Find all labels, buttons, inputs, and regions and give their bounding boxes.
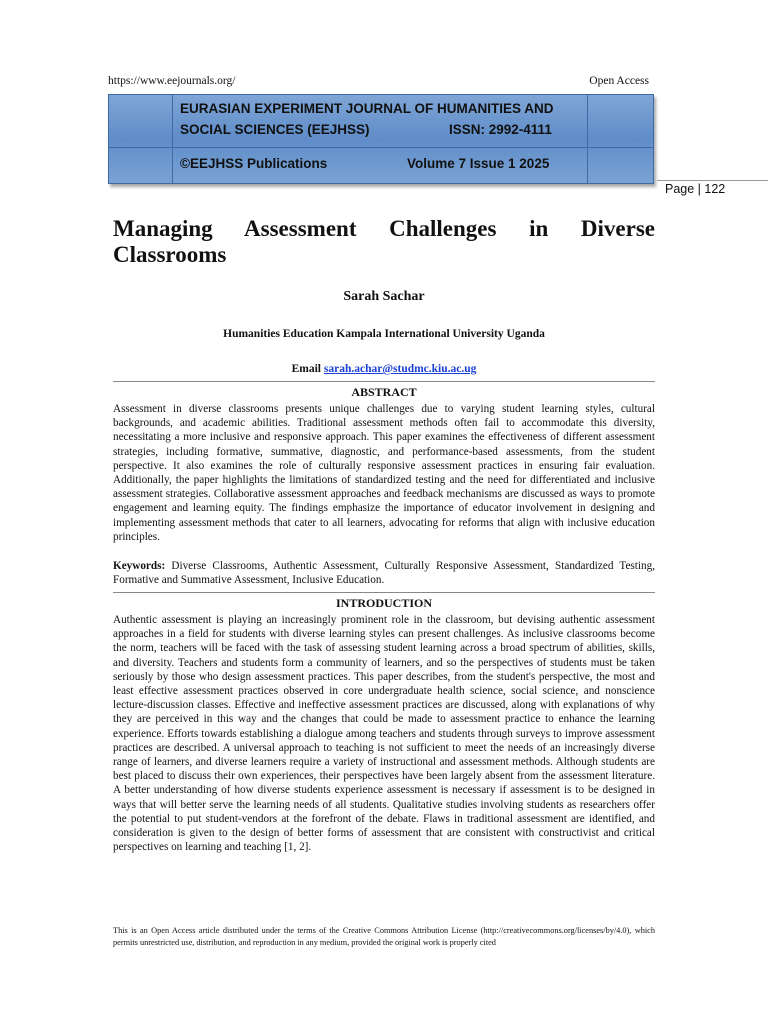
abstract-text: Assessment in diverse classrooms presents unique challenges due to varying student learning styles, cultural backgrounds, and academic abilities. Traditional assessment methods often fail to accommodate this diversity, necessitating a more inclusive and responsive approach. This paper examines the effectiveness of different assessment strategies, including formative, summative, diagnostic, and performance-based assessments, from the student perspective. It also examines the role of culturally responsive assessment practices in ensuring fair evaluation. Additionally, the paper highlights the limitations of standardized testing and the need for differentiated and inclusive assessment strategies. Collaborative assessment approaches and feedback mechanisms are discussed as ways to promote engagement and learning equity. The findings emphasize the importance of educator involvement in designing and implementing assessment methods that cater to all learners, advocating for reforms that align with inclusive education principles. (113, 403, 655, 543)
introduction-heading: INTRODUCTION (335, 596, 432, 610)
intro-top-rule (113, 592, 655, 593)
journal-name-line2: SOCIAL SCIENCES (EEJHSS) (180, 122, 370, 137)
keywords (113, 559, 655, 587)
introduction-text: Authentic assessment is playing an increasingly prominent role in the classroom, but devising authentic assessment approaches in a field for students with diverse learning styles can present challenges. As inclusive classrooms become the norm, teachers will be faced with the task of assessing student learning across a broad spectrum of abilities, skills, and diversity. Teachers and students form a community of learners, and so the perspectives of students must be taken seriously by those who design assessment practices. This paper describes, from the student's perspective, the most and least effective assessment practices observed in core undergraduate health science, social science, and nonscience lecture-discussion classes. Effective and ineffective assessment practices are discussed, along with explanations of why they are perceived in this way and the changes that could be made to assessment practice to enhance the learning experience. Efforts towards establishing a dialogue among teachers and students through surveys to improve assessment practices are described. A universal approach to teaching is not sufficient to meet the needs of an increasingly diverse range of learners, and diverse learners require a variety of instructional and assessment methods. Although students are best placed to discuss their own experiences, their perspectives have been largely absent from the assessment literature. A better understanding of how diverse students experience assessment is necessary if assessment is to be designed in ways that will better serve the learning needs of all students. Qualitative studies involving students as researchers offer the potential to put student-vendors at the forefront of the debate. Flaws in traditional assessment are identified, and consideration is given to the design of better forms of assessment that are consistent with constructivist and critical perspectives on learning and teaching [1, 2]. (113, 614, 655, 854)
license-footer: This is an Open Access article distributed under the terms of the Creative Commons Attribution License (http://creativecommons.org/licenses/by/4.0), which permits unrestricted use, distribution, and reproduction in any medium, provided the original work is properly cited (113, 926, 655, 947)
article-title (113, 216, 655, 268)
keywords-label: Keywords: (113, 560, 166, 572)
volume-issue: Volume 7 Issue 1 2025 (407, 156, 550, 171)
title-line-1: Managing Assessment Challenges in Diverse (113, 216, 655, 241)
author-email (0, 363, 768, 375)
journal-url[interactable]: https://www.eejournals.org/ (108, 75, 236, 87)
issn: ISSN: 2992-4111 (449, 122, 552, 137)
keywords-list: Diverse Classrooms, Authentic Assessment, Culturally Responsive Assessment, Standardized Testing, Formative and Summative Assessment, Inclusive Education. (113, 560, 655, 587)
email-label: Email (291, 363, 321, 375)
author-name: Sarah Sachar (343, 289, 425, 304)
abstract-heading: ABSTRACT (351, 385, 417, 399)
journal-name-line1: EURASIAN EXPERIMENT JOURNAL OF HUMANITIES AND (180, 101, 554, 116)
abstract-top-rule (113, 381, 655, 382)
author-affiliation: Humanities Education Kampala International University Uganda (223, 328, 545, 340)
publisher: ©EEJHSS Publications (180, 156, 328, 171)
open-access-label: Open Access (589, 75, 649, 87)
title-line-2: Classrooms (113, 242, 227, 267)
page-rule (657, 180, 768, 181)
page-number: Page | 122 (665, 182, 726, 196)
email-link[interactable]: sarah.achar@studmc.kiu.ac.ug (323, 363, 477, 375)
journal-banner (108, 94, 654, 184)
